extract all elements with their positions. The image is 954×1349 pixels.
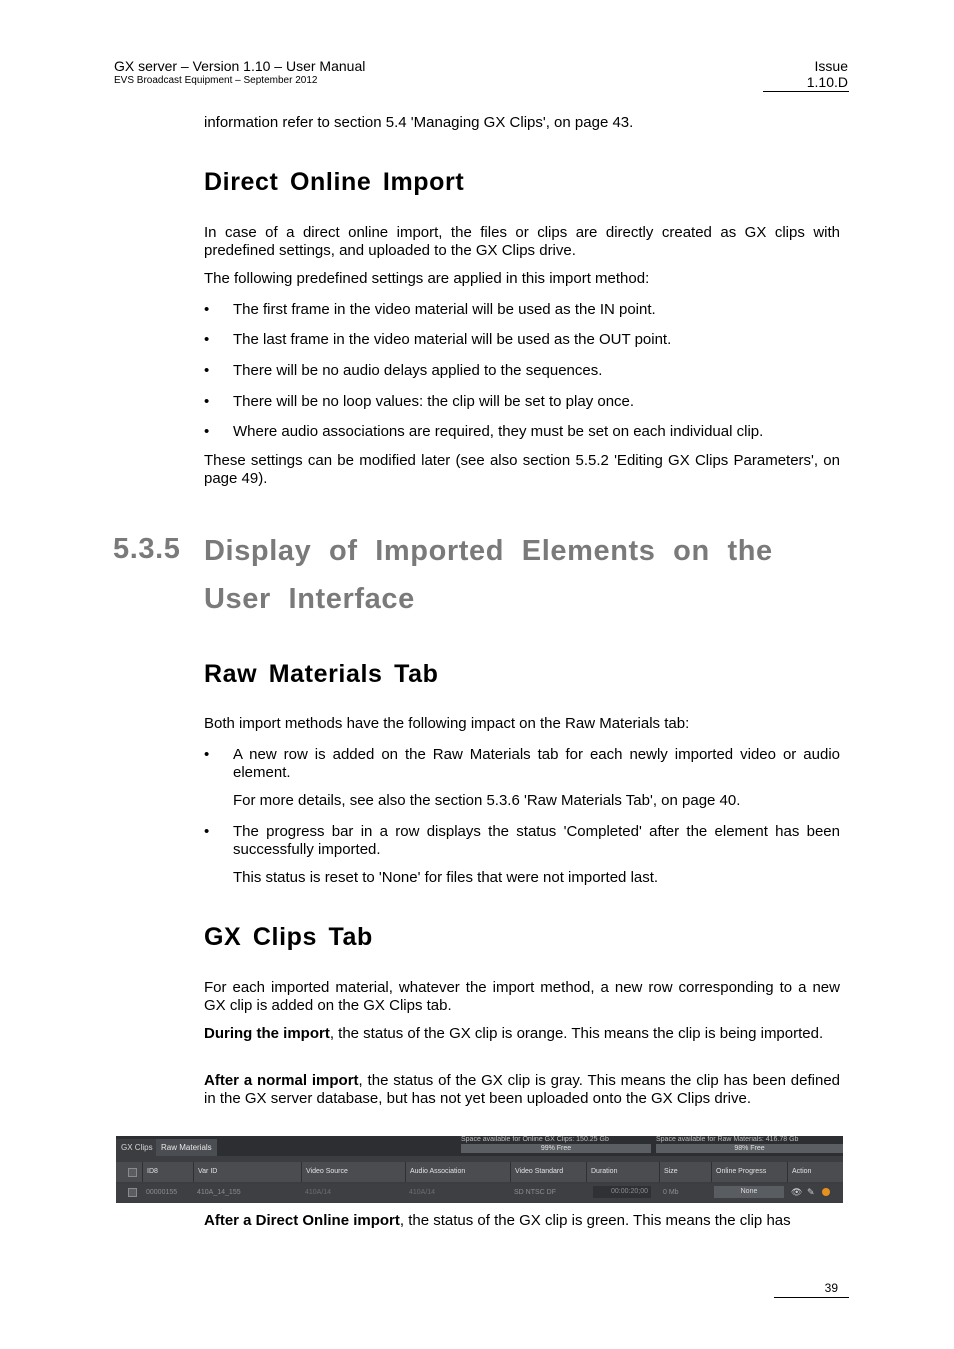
tab-bar xyxy=(116,1136,843,1156)
gx-clips-direct: After a Direct Online import, the status of the GX clip is green. This means the clip has xyxy=(204,1212,791,1229)
row-checkbox[interactable] xyxy=(128,1188,137,1197)
issue-block xyxy=(807,58,848,90)
table-row[interactable] xyxy=(116,1184,843,1201)
space-gx-label: Space available for Online GX Clips: 150.25 Gb xyxy=(461,1136,609,1143)
header-rule xyxy=(763,91,849,92)
column-header[interactable]: Action xyxy=(787,1162,842,1182)
column-header[interactable]: Var ID xyxy=(193,1162,297,1182)
cell-duration[interactable]: 00:00:20;00 xyxy=(593,1186,651,1198)
bullet-dot: • xyxy=(204,362,210,379)
bullet-dot: • xyxy=(204,393,210,410)
column-header[interactable]: Online Progress xyxy=(711,1162,786,1182)
cell-size: 0 Mb xyxy=(663,1189,679,1196)
bullet-dot: • xyxy=(204,423,210,440)
online-progress-bar: None xyxy=(714,1186,784,1198)
cell-id8: 00000155 xyxy=(146,1189,178,1196)
issue-value: 1.10.D xyxy=(806,74,848,90)
column-header[interactable]: Duration xyxy=(586,1162,656,1182)
tab-raw-materials[interactable]: Raw Materials xyxy=(156,1139,217,1156)
column-header[interactable]: Video Standard xyxy=(510,1162,585,1182)
tab-gx-clips[interactable]: GX Clips xyxy=(116,1139,158,1156)
heading-gx-clips-tab: GX Clips Tab xyxy=(204,923,373,951)
page-number: 39 xyxy=(824,1281,838,1295)
section-title: Display of Imported Elements on the User Interface xyxy=(204,535,773,615)
column-header[interactable]: Audio Association xyxy=(405,1162,510,1182)
cell-video-standard: SD NTSC DF xyxy=(514,1189,556,1196)
cell-video-source: 410A/14 xyxy=(305,1189,332,1196)
intro-line: information refer to section 5.4 'Managing GX Clips', on page 43. xyxy=(204,114,634,131)
raw-materials-bullet2-note: This status is reset to 'None' for files that were not imported last. xyxy=(233,869,659,886)
manual-subtitle: EVS Broadcast Equipment – September 2012 xyxy=(114,75,318,86)
raw-materials-bullet1-note: For more details, see also the section 5.3.6 'Raw Materials Tab', on page 40. xyxy=(233,792,741,809)
bullet-dot: • xyxy=(204,301,210,318)
raw-materials-para1: Both import methods have the following impact on the Raw Materials tab: xyxy=(204,715,690,732)
bullet-dot: • xyxy=(204,746,210,763)
heading-direct-online-import: Direct Online Import xyxy=(204,168,465,196)
bullet-dot: • xyxy=(204,823,210,840)
select-all-checkbox[interactable] xyxy=(128,1168,137,1177)
gx-clips-during: During the import, the status of the GX clip is orange. This means the clip is being imported. xyxy=(204,1025,824,1042)
space-raw-bar: 98% Free xyxy=(656,1144,843,1153)
pencil-icon[interactable]: ✎ xyxy=(807,1187,815,1197)
heading-raw-materials-tab: Raw Materials Tab xyxy=(204,660,439,688)
column-header[interactable]: Size xyxy=(659,1162,709,1182)
bullet-dot: • xyxy=(204,331,210,348)
gx-clips-para1: For each imported material, whatever the import method, a new row corresponding to a new GX clip is added on the GX Clips tab. xyxy=(204,979,840,1014)
issue-label: Issue xyxy=(814,58,848,74)
space-gx-bar: 99% Free xyxy=(461,1144,651,1153)
direct-online-para2: The following predefined settings are applied in this import method: xyxy=(204,270,650,287)
page-header xyxy=(114,58,365,87)
cell-var-id: 410A_14_155 xyxy=(197,1189,241,1196)
column-header[interactable]: Video Source xyxy=(301,1162,406,1182)
gx-clips-normal: After a normal import, the status of the GX clip is gray. This means the clip has been defined in the GX server database, but has not yet been uploaded onto the GX Clips drive. xyxy=(204,1072,840,1107)
column-header[interactable]: ID8 xyxy=(142,1162,193,1182)
gx-clips-screenshot xyxy=(116,1136,843,1203)
direct-online-para3: These settings can be modified later (see also section 5.5.2 'Editing GX Clips Parameters', on page 49). xyxy=(204,452,840,487)
cell-audio-association: 410A/14 xyxy=(409,1189,436,1196)
section-number: 5.3.5 xyxy=(113,533,181,565)
status-dot-icon xyxy=(822,1188,830,1196)
table-header xyxy=(116,1162,843,1182)
footer-rule xyxy=(774,1297,849,1298)
direct-online-para1: In case of a direct online import, the files or clips are directly created as GX clips with predefined settings, and uploaded to the GX Clips drive. xyxy=(204,224,840,259)
manual-title: GX server – Version 1.10 – User Manual xyxy=(114,58,366,74)
space-raw-label: Space available for Raw Materials: 416.78 Gb xyxy=(656,1136,799,1143)
eye-icon[interactable]: 👁 xyxy=(791,1187,803,1197)
